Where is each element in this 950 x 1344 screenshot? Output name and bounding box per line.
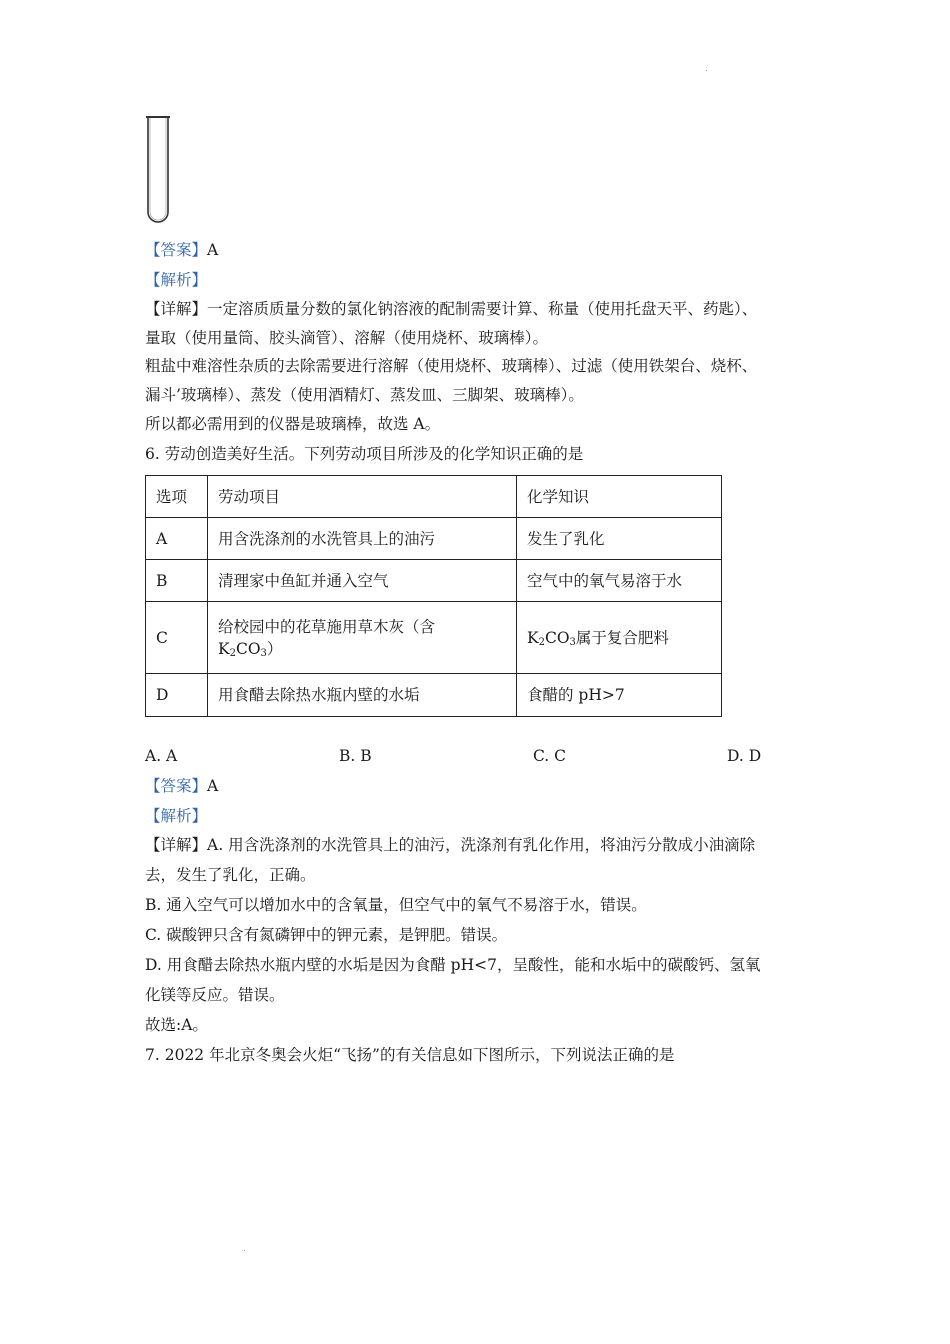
- table-cell-line: [218, 638, 516, 660]
- table-row: [146, 560, 722, 602]
- formula-subscript: 2: [538, 636, 545, 648]
- formula-subscript: 2: [229, 647, 236, 659]
- table-cell: 用含洗涤剂的水洗管具上的油污: [208, 518, 517, 560]
- formula-subscript: 3: [569, 636, 576, 648]
- option-d: D. D: [727, 747, 762, 765]
- q5-detail-line: [145, 299, 757, 319]
- table-row: [146, 602, 722, 674]
- detail-tag: 【详解】: [145, 300, 208, 318]
- table-cell-line: 给校园中的花草施用草木灰（含: [218, 617, 436, 636]
- q6-answer-line: [145, 776, 218, 796]
- formula-part: CO: [544, 628, 570, 647]
- formula-part: K: [527, 628, 539, 647]
- q5-answer-line: [145, 240, 218, 260]
- table-row: [146, 518, 722, 560]
- q6-table: [145, 475, 722, 717]
- table-cell: 用食醋去除热水瓶内壁的水垢: [208, 674, 517, 717]
- table-cell: C: [146, 602, 208, 674]
- q6-detail-line: [145, 835, 755, 855]
- q5-detail-text: 量取（使用量筒、胶头滴管）、溶解（使用烧杯、玻璃棒）。: [145, 329, 549, 347]
- q6-detail-text: 去，发生了乳化，正确。: [145, 866, 316, 884]
- q5-detail-text: 粗盐中难溶性杂质的去除需要进行溶解（使用烧杯、玻璃棒）、过滤（使用铁架台、烧杯、: [145, 357, 758, 375]
- table-cell: A: [146, 518, 208, 560]
- test-tube-icon: [140, 112, 176, 228]
- q6-title: 6. 劳动创造美好生活。下列劳动项目所涉及的化学知识正确的是: [145, 445, 584, 463]
- q6-detail-text: C. 碳酸钾只含有氮磷钾中的钾元素，是钾肥。错误。: [145, 926, 508, 944]
- table-cell: [208, 602, 517, 674]
- q5-analysis-tag: 【解析】: [145, 271, 208, 289]
- q5-conclusion: 所以都必需用到的仪器是玻璃棒，故选 A。: [145, 415, 441, 433]
- table-row: [146, 674, 722, 717]
- page-mark: [706, 70, 707, 71]
- page-mark: [244, 1250, 245, 1251]
- q6-conclusion: 故选:A。: [145, 1016, 208, 1034]
- detail-tag: 【详解】: [145, 836, 208, 854]
- option-c: C. C: [533, 747, 567, 765]
- table-cell: [517, 602, 722, 674]
- table-header-row: [146, 476, 722, 518]
- q6-detail-text: A. 用含洗涤剂的水洗管具上的油污，洗涤剂有乳化作用，将油污分散成小油滴除: [207, 836, 756, 854]
- formula-part: CO: [235, 639, 261, 658]
- formula-part: K: [218, 639, 230, 658]
- q6-detail-text: D. 用食醋去除热水瓶内壁的水垢是因为食醋 pH<7，呈酸性，能和水垢中的碳酸钙、氢氧: [145, 956, 761, 974]
- table-cell: D: [146, 674, 208, 717]
- table-cell: 发生了乳化: [517, 518, 722, 560]
- answer-tag: 【答案】: [145, 241, 208, 259]
- table-cell: 空气中的氧气易溶于水: [517, 560, 722, 602]
- table-header: 化学知识: [517, 476, 722, 518]
- q6-analysis-tag: 【解析】: [145, 807, 208, 825]
- option-a: A. A: [145, 747, 178, 765]
- formula-part: ）: [266, 639, 283, 658]
- q7-title: 7. 2022 年北京冬奥会火炬“飞扬”的有关信息如下图所示，下列说法正确的是: [145, 1046, 675, 1064]
- table-cell: 清理家中鱼缸并通入空气: [208, 560, 517, 602]
- table-cell: 食醋的 pH>7: [517, 674, 722, 717]
- q5-detail-text: 漏斗’玻璃棒）、蒸发（使用酒精灯、蒸发皿、三脚架、玻璃棒）。: [145, 386, 584, 404]
- answer-tag: 【答案】: [145, 777, 208, 795]
- q6-detail-text: B. 通入空气可以增加水中的含氧量，但空气中的氧气不易溶于水，错误。: [145, 896, 647, 914]
- q5-answer: A: [207, 241, 219, 259]
- q6-detail-text: 化镁等反应。错误。: [145, 986, 285, 1004]
- table-header: 劳动项目: [208, 476, 517, 518]
- table-header: 选项: [146, 476, 208, 518]
- q5-detail-text: 一定溶质质量分数的氯化钠溶液的配制需要计算、称量（使用托盘天平、药匙）、: [207, 300, 758, 318]
- formula-part: 属于复合肥料: [575, 628, 669, 647]
- q6-answer: A: [207, 777, 219, 795]
- option-b: B. B: [339, 747, 372, 765]
- table-cell: B: [146, 560, 208, 602]
- formula-subscript: 3: [260, 647, 267, 659]
